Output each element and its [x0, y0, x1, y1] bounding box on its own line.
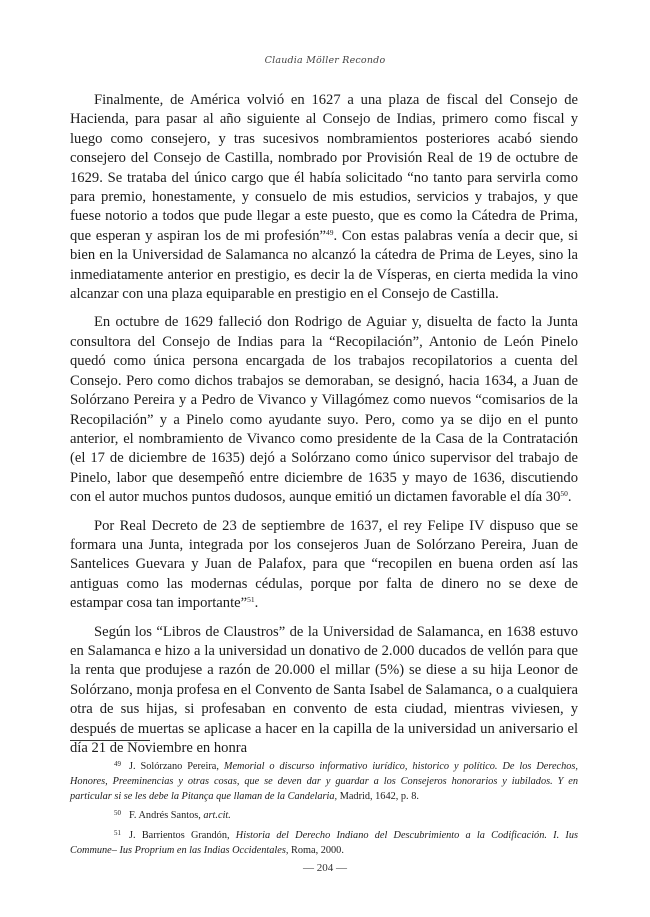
- footnote-ref[interactable]: 51: [247, 595, 255, 605]
- footnote-number: 49: [114, 760, 121, 768]
- footnote-ref[interactable]: 50: [560, 489, 568, 499]
- footnote-title: art.cit.: [203, 810, 231, 822]
- paragraph-text: .: [567, 489, 572, 506]
- footnote: [70, 757, 578, 804]
- footnote-rest: Madrid, 1642, p. 8.: [337, 790, 419, 802]
- footnote-title: Memorial o discurso informativo iurídico, historico y político. De los Derechos, Honores, Preeminencias y otras cosas, que se deven dar y guardar a los Consejeros honorarios y iubilados. Y en particular si se les debe la Pitança que llaman de la Candelaria,: [70, 761, 578, 802]
- paragraph: [70, 313, 578, 507]
- paragraph-text: Finalmente, de América volvió en 1627 a una plaza de fiscal del Consejo de Hacienda, para pasar al año siguiente al Consejo de Indias, primero como fiscal y luego como consejero, y tras sucesivos nombramientos posteriores acabó siendo consejero del Consejo de Castilla, nombrado por Provisión Real de 19 de octubre de 1629. Se trataba del único cargo que él había solicitado “no tanto para servirla como para premio, honestamente, y consuelo de mis estudios, servicios y trabajos, y que fuese notorio a todos que pude llegar a este puesto, que es como la Cátedra de Prima, que esperan y aspiran los de mi profesión”: [70, 92, 578, 244]
- paragraph-text: En octubre de 1629 falleció don Rodrigo de Aguiar y, disuelta de facto la Junta consultora del Consejo de Indias para la “Recopilación”, Antonio de León Pinelo quedó como única persona encargada de los trabajos recopilatorios a cuenta del Consejo. Pero como dichos trabajos se demoraban, se designó, hacia 1634, a Juan de Solórzano Pereira y a Pedro de Vivanco y Villagómez como nuevos “comisarios de la Recopilación” y a Pinelo como ayudante suyo. Pero, como ya se dijo en el punto anterior, el nombramiento de Vivanco como presidente de la Casa de la Contratación (el 17 de diciembre de 1635) dejó a Solórzano como único supervisor del trabajo de Pinelo, labor que desempeñó entre diciembre de 1635 y mayo de 1636, discutiendo con el autor muchos puntos dudosos, aunque emitió un dictamen favorable el día 30: [70, 314, 578, 506]
- paragraph-text: . Con estas palabras venía a decir que, si bien en la Universidad de Salamanca no alcanzó la cátedra de Prima de Leyes, sino la inmediatamente anterior en prestigio, es decir la de Vísperas, en cierta medida la vino alcanzar con una plaza equiparable en prestigio en el Consejo de Castilla.: [70, 227, 579, 303]
- footnote-ref[interactable]: 49: [326, 227, 334, 237]
- footnote: [70, 826, 578, 859]
- footnote-number: 51: [114, 829, 121, 838]
- footnote: [70, 806, 578, 824]
- paragraph: [70, 517, 578, 614]
- paragraph-text: Según los “Libros de Claustros” de la Universidad de Salamanca, en 1638 estuvo en Salamanca e hizo a la universidad un donativo de 2.000 ducados de vellón para que la renta que produjese a razón de 20.000 el millar (5%) se diese a su hija Leonor de Solórzano, monja profesa en el Convento de Santa Isabel de Salamanca, o a cualquiera otra de sus hijas, si profesaban en convento de esta ciudad, mientras viviesen, y después de muertas se aplicase a hacer en la capilla de la universidad un aniversario el día 21 de Noviembre en honra: [70, 623, 578, 756]
- footnotes: [70, 757, 578, 861]
- body-text: [70, 91, 578, 767]
- running-head: Claudia Möller Recondo: [264, 55, 386, 66]
- footnote-author: J. Solórzano Pereira,: [129, 761, 224, 772]
- footnote-rest: Roma, 2000.: [288, 844, 344, 856]
- footnote-separator: [70, 740, 150, 741]
- footnote-number: 50: [114, 809, 121, 818]
- footnote-author: F. Andrés Santos,: [129, 810, 204, 822]
- footnote-title: Historia del Derecho Indiano del Descubrimiento a la Codificación. I. Ius Commune– Ius Proprium en las Indias Occidentales,: [70, 830, 578, 856]
- paragraph: [70, 91, 578, 304]
- paragraph-text: .: [254, 595, 259, 612]
- paragraph: [70, 623, 578, 759]
- footnote-author: J. Barrientos Grandón,: [129, 830, 236, 842]
- paragraph-text: Por Real Decreto de 23 de septiembre de 1637, el rey Felipe IV dispuso que se formara una Junta, integrada por los consejeros Juan de Solórzano Pereira, Juan de Santelices Guevara y Juan de Palafox, para que “recopilen en buena orden así las antiguas como las modernas cédulas, porque por falta de dinero no se dexe de estampar cosa tan importante”: [70, 517, 578, 612]
- page-number: — 204 —: [303, 862, 347, 874]
